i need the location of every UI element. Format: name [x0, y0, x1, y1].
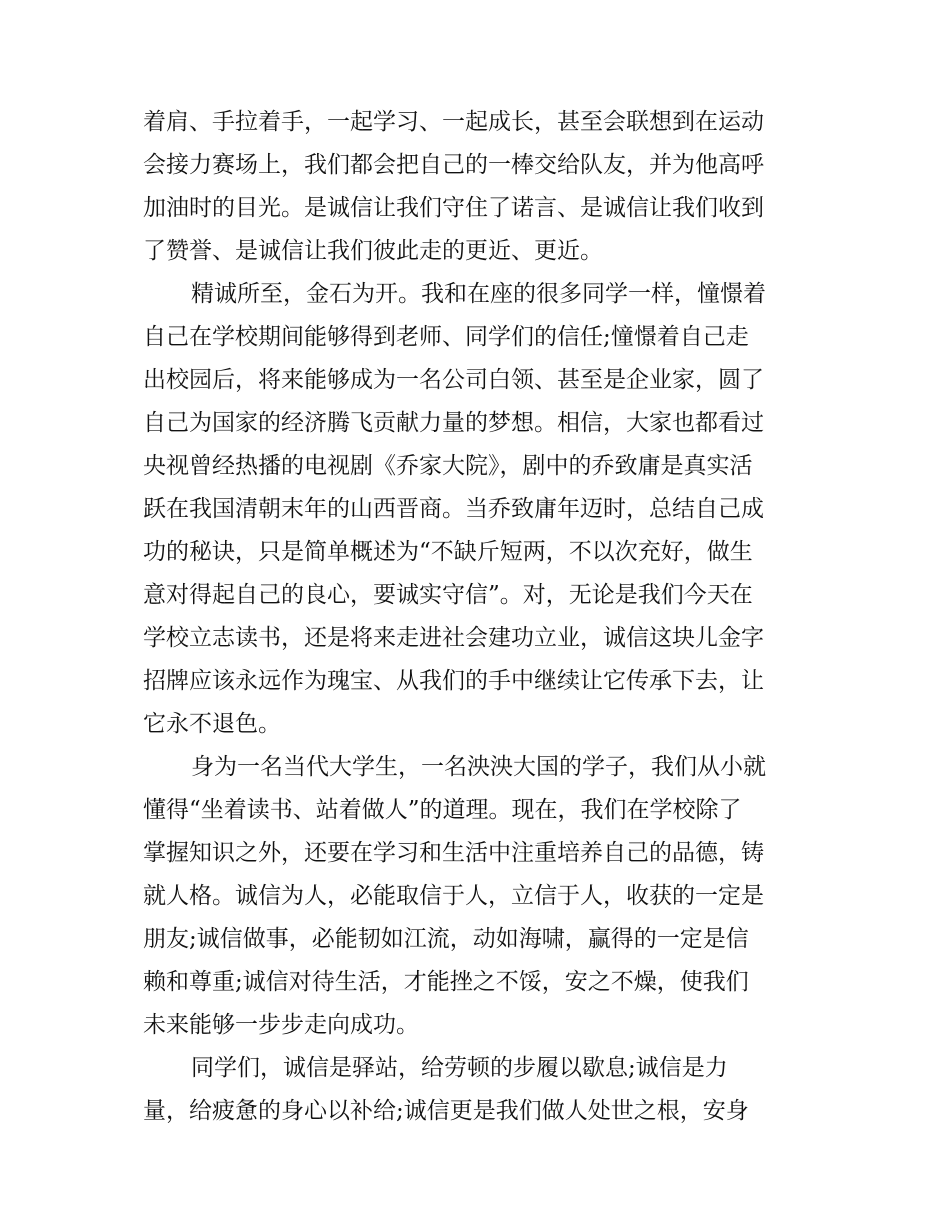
paragraph-1-line-2: 会接力赛场上，我们都会把自己的一棒交给队友，并为他高呼 — [143, 152, 764, 178]
paragraph-1-line-3: 加油时的目光。是诚信让我们守住了诺言、是诚信让我们收到 — [143, 195, 764, 221]
paragraph-1-line-4: 了赞誉、是诚信让我们彼此走的更近、更近。 — [143, 238, 603, 264]
paragraph-3-line-5: 朋友;诚信做事，必能韧如江流，动如海啸，赢得的一定是信 — [143, 926, 749, 952]
paragraph-2-line-2: 自己在学校期间能够得到老师、同学们的信任;憧憬着自己走 — [143, 324, 749, 350]
paragraph-3-line-6: 赖和尊重;诚信对待生活，才能挫之不馁，安之不燥，使我们 — [143, 969, 749, 995]
paragraph-2-line-4: 自己为国家的经济腾飞贡献力量的梦想。相信，大家也都看过 — [143, 410, 764, 436]
paragraph-2-line-7: 功的秘诀，只是简单概述为“不缺斤短两，不以次充好，做生 — [143, 539, 753, 565]
paragraph-2-line-5: 央视曾经热播的电视剧《乔家大院》，剧中的乔致庸是真实活 — [143, 453, 753, 479]
paragraph-2-line-3: 出校园后，将来能够成为一名公司白领、甚至是企业家，圆了 — [143, 367, 764, 393]
paragraph-2-line-10: 招牌应该永远作为瑰宝、从我们的手中继续让它传承下去，让 — [143, 668, 764, 694]
paragraph-2-line-6: 跃在我国清朝末年的山西晋商。当乔致庸年迈时，总结自己成 — [143, 496, 764, 522]
paragraph-3-line-1: 身为一名当代大学生，一名泱泱大国的学子，我们从小就 — [191, 754, 766, 780]
paragraph-2-line-8: 意对得起自己的良心，要诚实守信”。对，无论是我们今天在 — [143, 582, 753, 608]
paragraph-3-line-4: 就人格。诚信为人，必能取信于人，立信于人，收获的一定是 — [143, 883, 764, 909]
paragraph-2-line-9: 学校立志读书，还是将来走进社会建功立业，诚信这块儿金字 — [143, 625, 764, 651]
paragraph-4-line-2: 量，给疲惫的身心以补给;诚信更是我们做人处世之根，安身 — [143, 1098, 749, 1124]
paragraph-2-line-11: 它永不退色。 — [143, 711, 281, 737]
paragraph-2-line-1: 精诚所至，金石为开。我和在座的很多同学一样，憧憬着 — [191, 281, 766, 307]
paragraph-1-line-1: 着肩、手拉着手，一起学习、一起成长，甚至会联想到在运动 — [143, 109, 764, 135]
paragraph-4-line-1: 同学们，诚信是驿站，给劳顿的步履以歇息;诚信是力 — [191, 1055, 728, 1081]
paragraph-3-line-7: 未来能够一步步走向成功。 — [143, 1012, 419, 1038]
paragraph-3-line-3: 掌握知识之外，还要在学习和生活中注重培养自己的品德，铸 — [143, 840, 764, 866]
paragraph-3-line-2: 懂得“坐着读书、站着做人”的道理。现在，我们在学校除了 — [143, 797, 742, 823]
